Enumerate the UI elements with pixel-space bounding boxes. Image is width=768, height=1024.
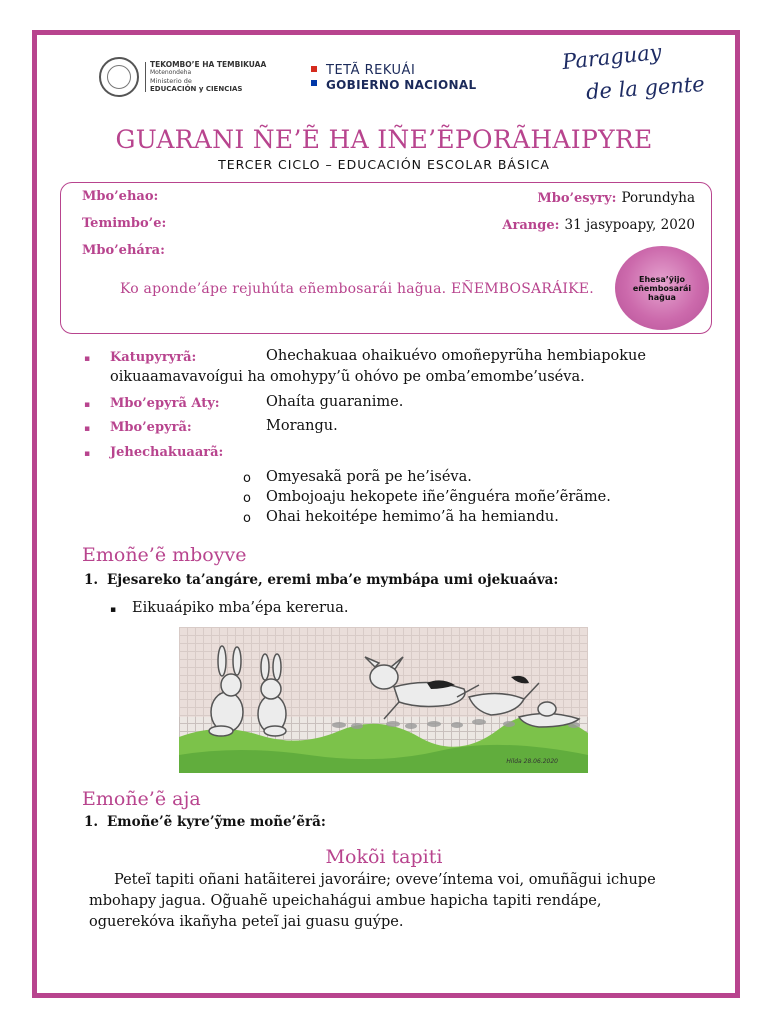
government-logo-line1: TETÃ REKUÁI — [326, 63, 416, 78]
instruction-text: Ejesareko ta’angáre, eremi mba’e mymbápa umi ojekuaáva: — [107, 572, 559, 588]
axis-text: Ohaíta guaranime. — [266, 394, 404, 410]
axis-label: Mbo’epyrã Aty: — [110, 396, 220, 411]
teacher-label: Mbo’ehára: — [82, 243, 165, 258]
story-line-1: Peteĩ tapiti oñani hatãiterei javoráire; oveve’íntema voi, omuñãgui ichupe — [114, 872, 656, 888]
ministry-name-spanish-2: EDUCACIÓN y CIENCIAS — [150, 85, 243, 93]
ministry-subtitle: Motenondeha — [150, 69, 192, 76]
logo-divider — [145, 62, 146, 92]
school-label: Mbo’ehao: — [82, 189, 159, 204]
page-title: GUARANI ÑE’Ẽ HA IÑE’ẼPORÃHAIPYRE — [115, 125, 653, 154]
drawing-signature: Hilda 28.06.2020 — [506, 758, 558, 765]
topic-text: Morangu. — [266, 418, 338, 434]
circle-bullet-icon: o — [243, 471, 251, 486]
bullet-icon: ▪ — [110, 605, 117, 615]
ministry-name-guarani: TEKOMBO’E HA TEMBIKUAA — [150, 60, 267, 69]
instruction-text: Emoñe’ẽ kyre’ỹme moñe’ẽrã: — [107, 814, 326, 830]
circle-bullet-icon: o — [243, 491, 251, 506]
flag-red-icon — [311, 66, 317, 72]
page-subtitle: TERCER CICLO – EDUCACIÓN ESCOLAR BÁSICA — [218, 157, 550, 172]
instruction-number: 1. — [84, 572, 99, 588]
story-line-2: mbohapy jagua. Og̃uahẽ upeichahágui ambue hapicha tapiti rendápe, — [89, 893, 602, 909]
instruction-number: 1. — [84, 814, 99, 830]
ministry-seal-icon — [99, 57, 139, 97]
story-title: Mokõi tapiti — [325, 846, 443, 868]
capacity-label: Katupyryrã: — [110, 350, 197, 365]
story-line-3: oguerekóva ikañyha peteĩ jai guasu guýpe. — [89, 914, 404, 930]
indicator-item: Omyesakã porã pe he’iséva. — [266, 469, 472, 485]
rabbits-dogs-drawing — [179, 627, 588, 773]
government-logo-line2: GOBIERNO NACIONAL — [326, 78, 477, 92]
badge-icon — [615, 246, 709, 330]
brand-logo-line1: Paraguay — [561, 39, 663, 75]
capacity-text-2: oikuaamavavoígui ha omohypy’ũ ohóvo pe omba’emombe’uséva. — [110, 369, 585, 385]
bullet-icon: ▪ — [84, 424, 91, 434]
grade-label: Mbo’esyry: — [537, 191, 617, 206]
indicator-item: Ohai hekoitépe hemimo’ã ha hemiandu. — [266, 509, 559, 525]
flag-blue-icon — [311, 80, 317, 86]
badge-line-1: Ehesa’ỹijo — [639, 274, 685, 284]
student-label: Temimbo’e: — [82, 216, 167, 231]
bullet-icon: ▪ — [84, 400, 91, 410]
date-value: 31 jasypoapy, 2020 — [564, 217, 695, 233]
circle-bullet-icon: o — [243, 511, 251, 526]
section-heading-while-reading: Emoñe’ẽ aja — [82, 788, 201, 810]
slogan-text: Ko aponde’ápe rejuhúta eñembosarái hag̃ua. EÑEMBOSARÁIKE. — [120, 281, 594, 297]
question-text: Eikuaápiko mba’épa kererua. — [132, 600, 349, 616]
bullet-icon: ▪ — [84, 354, 91, 364]
bullet-icon: ▪ — [84, 449, 91, 459]
topic-label: Mbo’epyrã: — [110, 420, 192, 435]
date-field — [502, 214, 695, 233]
capacity-text-1: Ohechakuaa ohaikuévo omoñepyrũha hembiapokue — [266, 348, 646, 364]
date-label: Arange: — [502, 218, 560, 233]
grade-field — [537, 187, 695, 206]
ministry-name-spanish-1: Ministerio de — [150, 77, 192, 85]
indicators-label: Jehechakuaarã: — [110, 445, 224, 460]
drawing-illustration — [179, 627, 588, 773]
indicator-item: Ombojoaju hekopete iñe’ẽnguéra moñe’ẽrãme. — [266, 489, 611, 505]
badge-line-2: eñembosarái — [632, 283, 692, 293]
section-heading-before-reading: Emoñe’ẽ mboyve — [82, 544, 247, 566]
badge-line-3: hag̃ua — [648, 292, 676, 302]
brand-logo-line2: de la gente — [585, 71, 706, 105]
grade-value: Porundyha — [621, 190, 695, 206]
